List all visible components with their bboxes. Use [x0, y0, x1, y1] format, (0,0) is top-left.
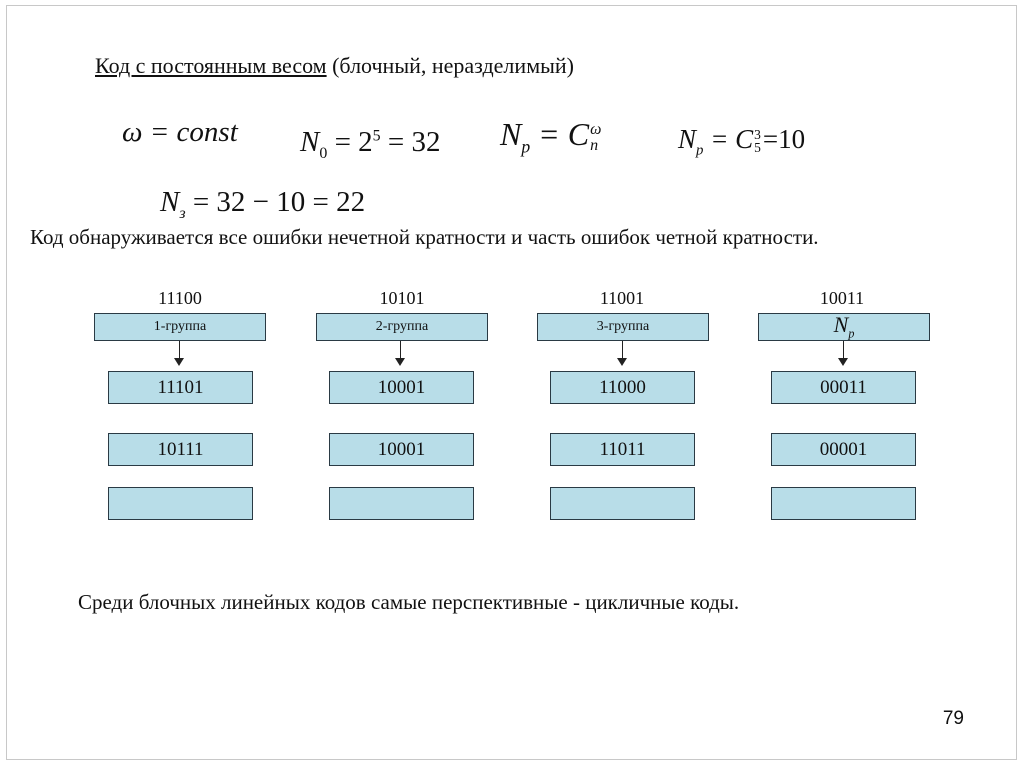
formula-np-general: $N_p = C$ ω n — [500, 116, 602, 157]
column-2-cell-2: 10001 — [329, 433, 474, 466]
column-2-cell-1: 10001 — [329, 371, 474, 404]
column-4-cell-2: 00001 — [771, 433, 916, 466]
column-1-arrow-icon — [179, 341, 180, 361]
formula-n0: $N_0 = 2^5 = 32$ — [300, 126, 441, 162]
formula-nz: $N_з = 32 - 10 = 22$ — [160, 186, 366, 222]
detection-text: Код обнаруживается все ошибки нечетной кратности и часть ошибок четной кратности. — [30, 225, 819, 249]
column-3-group-box: 3-группа — [537, 313, 709, 341]
formula-np-value: $N_p = C$ 3 5 =10 — [678, 124, 806, 159]
slide-title — [95, 53, 574, 79]
column-2-group-box: 2-группа — [316, 313, 488, 341]
formula-omega-const: ω = const — [122, 116, 238, 148]
column-4-cell-3 — [771, 487, 916, 520]
column-2-cell-3 — [329, 487, 474, 520]
title-underlined: Код с постоянным весом — [95, 53, 327, 78]
column-4-group-box: $N_p$ — [758, 313, 930, 341]
page-number: 79 — [942, 708, 964, 729]
column-1-group-box: 1-группа — [94, 313, 266, 341]
column-3-cell-2: 11011 — [550, 433, 695, 466]
title-rest: (блочный, неразделимый) — [326, 53, 574, 78]
conclusion-text: Среди блочных линейных кодов самые перспективные - цикличные коды. — [78, 590, 740, 614]
column-2-arrow-icon — [400, 341, 401, 361]
column-1-cell-1: 11101 — [108, 371, 253, 404]
column-3-cell-1: 11000 — [550, 371, 695, 404]
column-4-arrow-icon — [843, 341, 844, 361]
column-3-code: 11001 — [599, 288, 645, 308]
column-1-cell-3 — [108, 487, 253, 520]
column-3-arrow-icon — [622, 341, 623, 361]
column-3-cell-3 — [550, 487, 695, 520]
column-4-cell-1: 00011 — [771, 371, 916, 404]
column-1-code: 11100 — [158, 288, 202, 308]
column-2-code: 10101 — [379, 288, 425, 308]
column-4-code: 10011 — [819, 288, 865, 308]
column-1-cell-2: 10111 — [108, 433, 253, 466]
